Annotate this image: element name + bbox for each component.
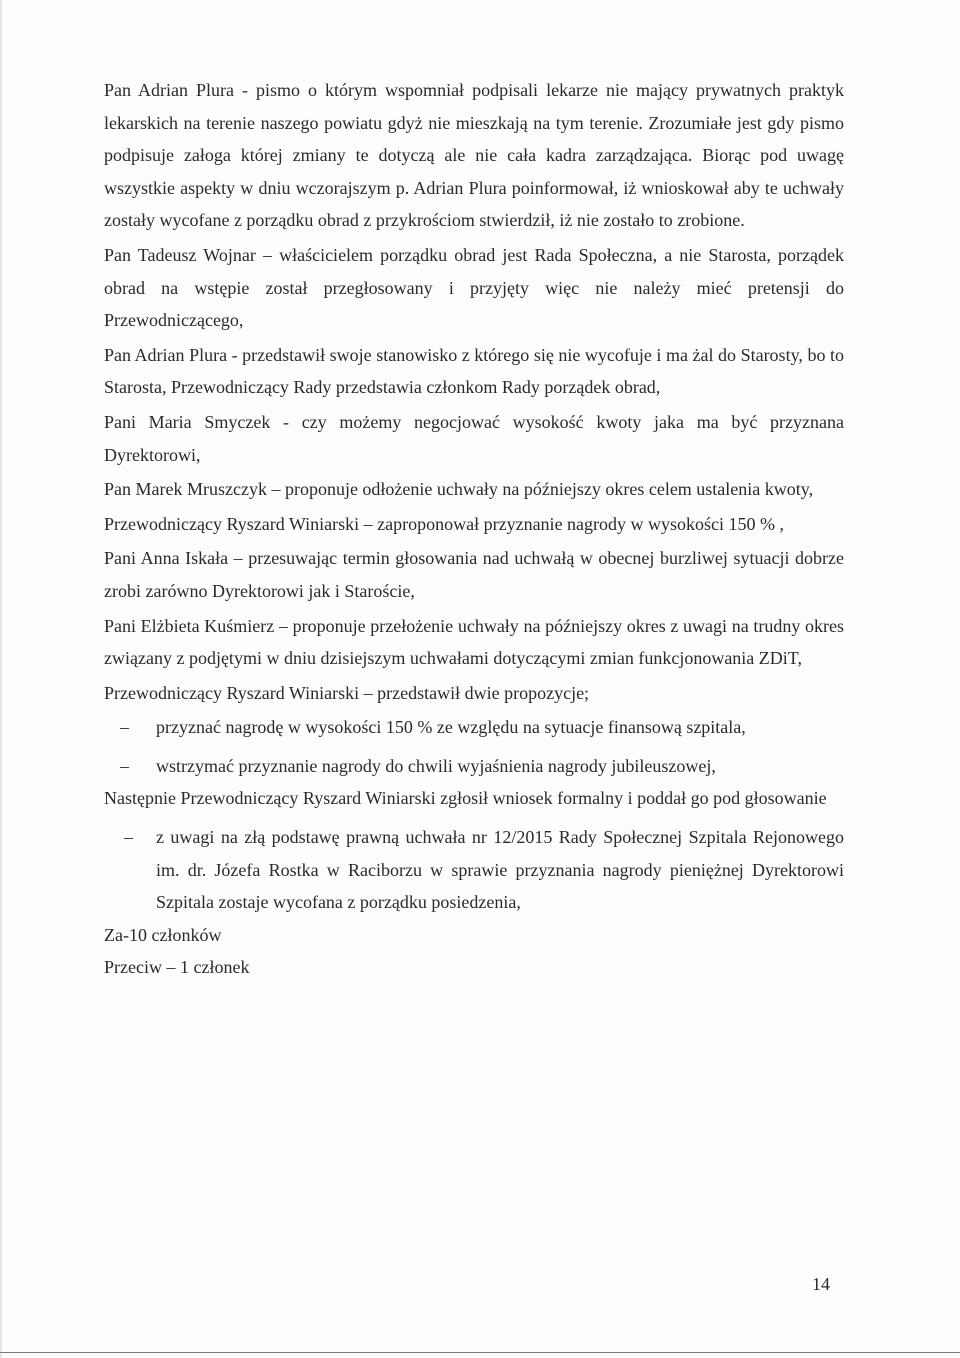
bottom-rule [0, 1352, 960, 1353]
proposal-text: wstrzymać przyznanie nagrody do chwili wyjaśnienia nagrody jubileuszowej, [156, 755, 716, 776]
vote-for: Za-10 członków [104, 924, 222, 945]
paragraph-motion-intro: Następnie Przewodniczący Ryszard Winiarski zgłosił wniosek formalny i poddał go pod głosowanie [104, 788, 827, 809]
dash-marker: – [120, 717, 129, 738]
dash-marker: – [120, 755, 129, 776]
motion-list [104, 821, 844, 919]
page-number: 14 [812, 1274, 830, 1294]
dash-marker: – [124, 827, 133, 848]
paragraph-wojnar: Pan Tadeusz Wojnar – właścicielem porządku obrad jest Rada Społeczna, a nie Starosta, porządek obrad na wstępie został przegłosowany i przyjęty więc nie należy mieć pretensji do Przewodniczącego, [104, 244, 844, 331]
list-item [104, 711, 844, 744]
paragraph-kusmierz: Pani Elżbieta Kuśmierz – proponuje przełożenie uchwały na późniejszy okres z uwagi na trudny okres związany z podjętymi w dniu dzisiejszym uchwałami dotyczącymi zmian funkcjonowania ZDiT, [104, 615, 844, 669]
paragraph-iskala: Pani Anna Iskała – przesuwając termin głosowania nad uchwałą w obecnej burzliwej sytuacji dobrze zrobi zarówno Dyrektorowi jak i Staroście, [104, 548, 844, 601]
list-item [104, 821, 844, 919]
paragraph-winiarski-150: Przewodniczący Ryszard Winiarski – zaproponował przyznanie nagrody w wysokości 150 % , [104, 513, 785, 534]
paragraph-plura-letter: Pan Adrian Plura - pismo o którym wspomniał podpisali lekarze nie mający prywatnych praktyk lekarskich na terenie naszego powiatu gdyż nie mieszkają na tym terenie. Zrozumiałe jest gdy pismo podpisuje załoga której zmiany te dotyczą ale nie cała kadra zarządzająca. Biorąc pod uwagę wszystkie aspekty w dniu wczorajszym p. Adrian Plura poinformował, iż wnioskował aby te uchwały zostały wycofane z porządku obrad z przykrościom stwierdził, iż nie zostało to zrobione. [104, 80, 844, 231]
paragraph-mruszczyk: Pan Marek Mruszczyk – proponuje odłożenie uchwały na późniejszy okres celem ustalenia kwoty, [104, 479, 814, 500]
vote-against: Przeciw – 1 członek [104, 957, 250, 978]
list-item [104, 750, 844, 783]
motion-text: z uwagi na złą podstawę prawną uchwała nr 12/2015 Rady Społecznej Szpitala Rejonowego im. dr. Józefa Rostka w Raciborzu w sprawie przyznania nagrody pieniężnej Dyrektorowi Szpitala zostaje wycofana z porządku posiedzenia, [156, 827, 844, 913]
paragraph-winiarski-proposals: Przewodniczący Ryszard Winiarski – przedstawił dwie propozycje; [104, 682, 590, 703]
proposals-list [104, 711, 844, 782]
paragraph-plura-stance: Pan Adrian Plura - przedstawił swoje stanowisko z którego się nie wycofuje i ma żal do Starosty, bo to Starosta, Przewodniczący Rady przedstawia członkom Rady porządek obrad, [104, 344, 844, 398]
document-body [104, 74, 844, 984]
paragraph-smyczek: Pani Maria Smyczek - czy możemy negocjować wysokość kwoty jaka ma być przyznana Dyrektorowi, [104, 411, 844, 465]
proposal-text: przyznać nagrodę w wysokości 150 % ze względu na sytuacje finansową szpitala, [156, 717, 746, 738]
scan-edge [0, 0, 2, 1358]
